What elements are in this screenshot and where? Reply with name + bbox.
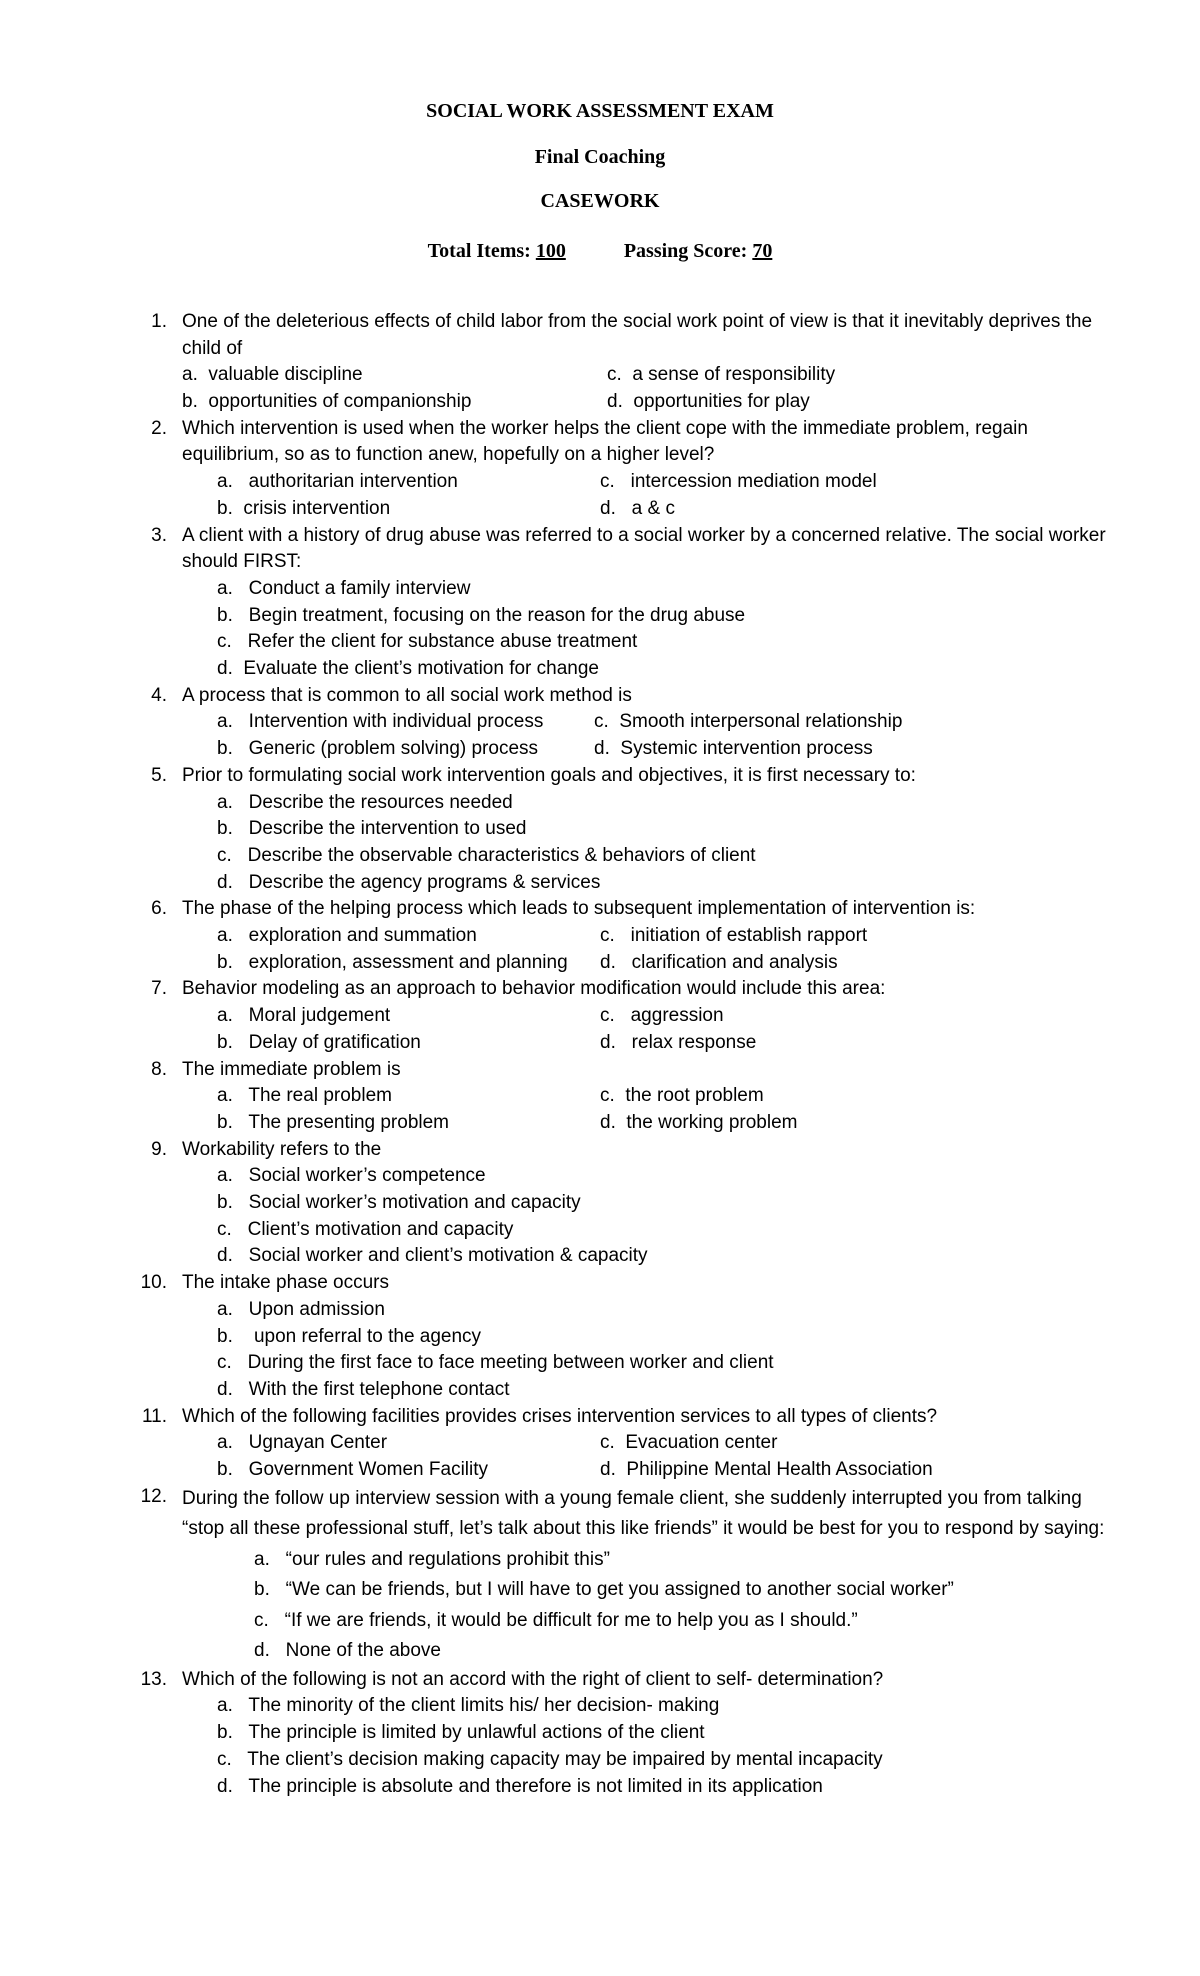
total-items-value: 100 xyxy=(535,240,566,262)
option-a: a. Moral judgement xyxy=(217,1005,391,1027)
question-13 xyxy=(0,1667,1200,1801)
question-number: 7. xyxy=(151,978,167,1000)
option-d: d. opportunities for play xyxy=(607,391,810,413)
option-c: c. the root problem xyxy=(600,1085,764,1107)
option-c: c. The client’s decision making capacity may be impaired by mental incapacity xyxy=(217,1748,883,1770)
passing-score xyxy=(624,240,773,263)
question-text: The immediate problem is xyxy=(182,1058,401,1080)
question-number: 10. xyxy=(140,1272,167,1294)
question-4 xyxy=(0,683,1200,763)
question-3 xyxy=(0,523,1200,683)
exam-subtitle: Final Coaching xyxy=(534,146,666,168)
question-text: Which of the following is not an accord with the right of client to self- determination? xyxy=(182,1668,884,1690)
question-6 xyxy=(0,896,1200,976)
option-a: a. exploration and summation xyxy=(217,925,477,947)
question-list xyxy=(0,309,1200,1800)
option-b: b. Generic (problem solving) process xyxy=(217,738,539,760)
option-c: c. aggression xyxy=(600,1005,724,1027)
exam-title: SOCIAL WORK ASSESSMENT EXAM xyxy=(426,100,774,122)
option-d: d. the working problem xyxy=(600,1111,798,1133)
option-d: d. None of the above xyxy=(254,1640,441,1662)
option-a: a. The real problem xyxy=(217,1085,392,1107)
option-a: a. Intervention with individual process xyxy=(217,711,544,733)
option-d: d. With the first telephone contact xyxy=(217,1378,510,1400)
option-b: b. Begin treatment, focusing on the reason for the drug abuse xyxy=(217,604,746,626)
option-a: a. Upon admission xyxy=(217,1298,385,1320)
question-number: 5. xyxy=(151,764,167,786)
question-number: 6. xyxy=(151,898,167,920)
option-c: c. initiation of establish rapport xyxy=(600,925,868,947)
question-7 xyxy=(0,976,1200,1056)
option-d: d. a & c xyxy=(600,497,675,519)
option-a: a. Ugnayan Center xyxy=(217,1432,388,1454)
question-text: During the follow up interview session with a young female client, she suddenly interrupted you from talking “stop all these professional stuff, let’s talk about this like friends” it would be best for you to respond by saying: xyxy=(182,1487,1105,1540)
question-text: The intake phase occurs xyxy=(182,1272,390,1294)
option-c: c. a sense of responsibility xyxy=(607,364,836,386)
option-b: b. exploration, assessment and planning xyxy=(217,951,568,973)
passing-score-value: 70 xyxy=(752,240,773,262)
question-11 xyxy=(0,1404,1200,1484)
passing-score-label: Passing Score: xyxy=(623,240,748,262)
option-a: a. valuable discipline xyxy=(182,364,363,386)
question-number: 8. xyxy=(151,1058,167,1080)
option-a: a. Describe the resources needed xyxy=(217,791,513,813)
total-items-label: Total Items: xyxy=(427,240,531,262)
option-c: c. Describe the observable characteristics & behaviors of client xyxy=(217,844,756,866)
section-heading: CASEWORK xyxy=(540,190,660,212)
option-d: d. The principle is absolute and therefore is not limited in its application xyxy=(217,1775,823,1797)
question-text: One of the deleterious effects of child labor from the social work point of view is that it inevitably deprives the child of xyxy=(182,311,1093,359)
question-5 xyxy=(0,763,1200,897)
option-d: d. Social worker and client’s motivation & capacity xyxy=(217,1245,648,1267)
total-items xyxy=(428,240,566,263)
option-b: b. opportunities of companionship xyxy=(182,391,472,413)
question-8 xyxy=(0,1057,1200,1137)
option-a: a. Conduct a family interview xyxy=(217,577,471,599)
question-9 xyxy=(0,1137,1200,1271)
option-c: c. Refer the client for substance abuse treatment xyxy=(217,631,638,653)
option-b: b. Government Women Facility xyxy=(217,1459,489,1481)
option-a: a. “our rules and regulations prohibit this” xyxy=(254,1548,610,1570)
option-d: d. clarification and analysis xyxy=(600,951,838,973)
question-text: Which intervention is used when the worker helps the client cope with the immediate problem, regain equilibrium, so as to function anew, hopefully on a higher level? xyxy=(182,417,1028,466)
option-a: a. The minority of the client limits his/ her decision- making xyxy=(217,1695,720,1717)
score-line xyxy=(0,240,1200,263)
option-d: d. Philippine Mental Health Association xyxy=(600,1459,933,1481)
question-text: A client with a history of drug abuse was referred to a social worker by a concerned relative. The social worker should FIRST: xyxy=(182,524,1106,573)
question-text: A process that is common to all social work method is xyxy=(182,684,632,706)
option-b: b. The presenting problem xyxy=(217,1111,450,1133)
option-d: d. Systemic intervention process xyxy=(594,738,873,760)
option-c: c. Evacuation center xyxy=(600,1432,778,1454)
question-number: 11. xyxy=(141,1405,167,1427)
question-number: 2. xyxy=(151,417,167,439)
option-b: b. Describe the intervention to used xyxy=(217,818,527,840)
option-b: b. upon referral to the agency xyxy=(217,1325,482,1347)
question-number: 13. xyxy=(140,1668,167,1690)
question-text: Which of the following facilities provides crises intervention services to all types of clients? xyxy=(182,1405,938,1427)
option-c: c. Client’s motivation and capacity xyxy=(217,1218,514,1240)
option-d: d. Evaluate the client’s motivation for change xyxy=(217,658,599,680)
option-c: c. “If we are friends, it would be difficult for me to help you as I should.” xyxy=(254,1609,858,1631)
option-b: b. The principle is limited by unlawful actions of the client xyxy=(217,1722,705,1744)
question-text: Behavior modeling as an approach to behavior modification would include this area: xyxy=(182,978,886,1000)
option-b: b. “We can be friends, but I will have to get you assigned to another social worker” xyxy=(254,1579,954,1601)
question-number: 1. xyxy=(151,311,167,332)
question-2 xyxy=(0,416,1200,523)
question-number: 9. xyxy=(151,1138,167,1160)
question-number: 4. xyxy=(151,684,167,706)
option-a: a. Social worker’s competence xyxy=(217,1165,486,1187)
option-b: b. crisis intervention xyxy=(217,497,391,519)
option-c: c. During the first face to face meeting between worker and client xyxy=(217,1352,774,1374)
question-text: Prior to formulating social work intervention goals and objectives, it is first necessary to: xyxy=(182,764,916,786)
question-1 xyxy=(0,309,1200,416)
option-a: a. authoritarian intervention xyxy=(217,471,458,493)
question-text: Workability refers to the xyxy=(182,1138,382,1160)
question-10 xyxy=(0,1270,1200,1404)
option-b: b. Social worker’s motivation and capacity xyxy=(217,1192,581,1214)
question-12 xyxy=(0,1484,1200,1667)
option-b: b. Delay of gratification xyxy=(217,1031,421,1053)
option-d: d. Describe the agency programs & services xyxy=(217,871,601,893)
option-c: c. Smooth interpersonal relationship xyxy=(594,711,903,733)
option-c: c. intercession mediation model xyxy=(600,471,877,493)
question-text: The phase of the helping process which leads to subsequent implementation of intervention is: xyxy=(182,898,976,920)
question-number: 3. xyxy=(151,524,167,546)
option-d: d. relax response xyxy=(600,1031,757,1053)
question-number: 12. xyxy=(140,1485,167,1507)
